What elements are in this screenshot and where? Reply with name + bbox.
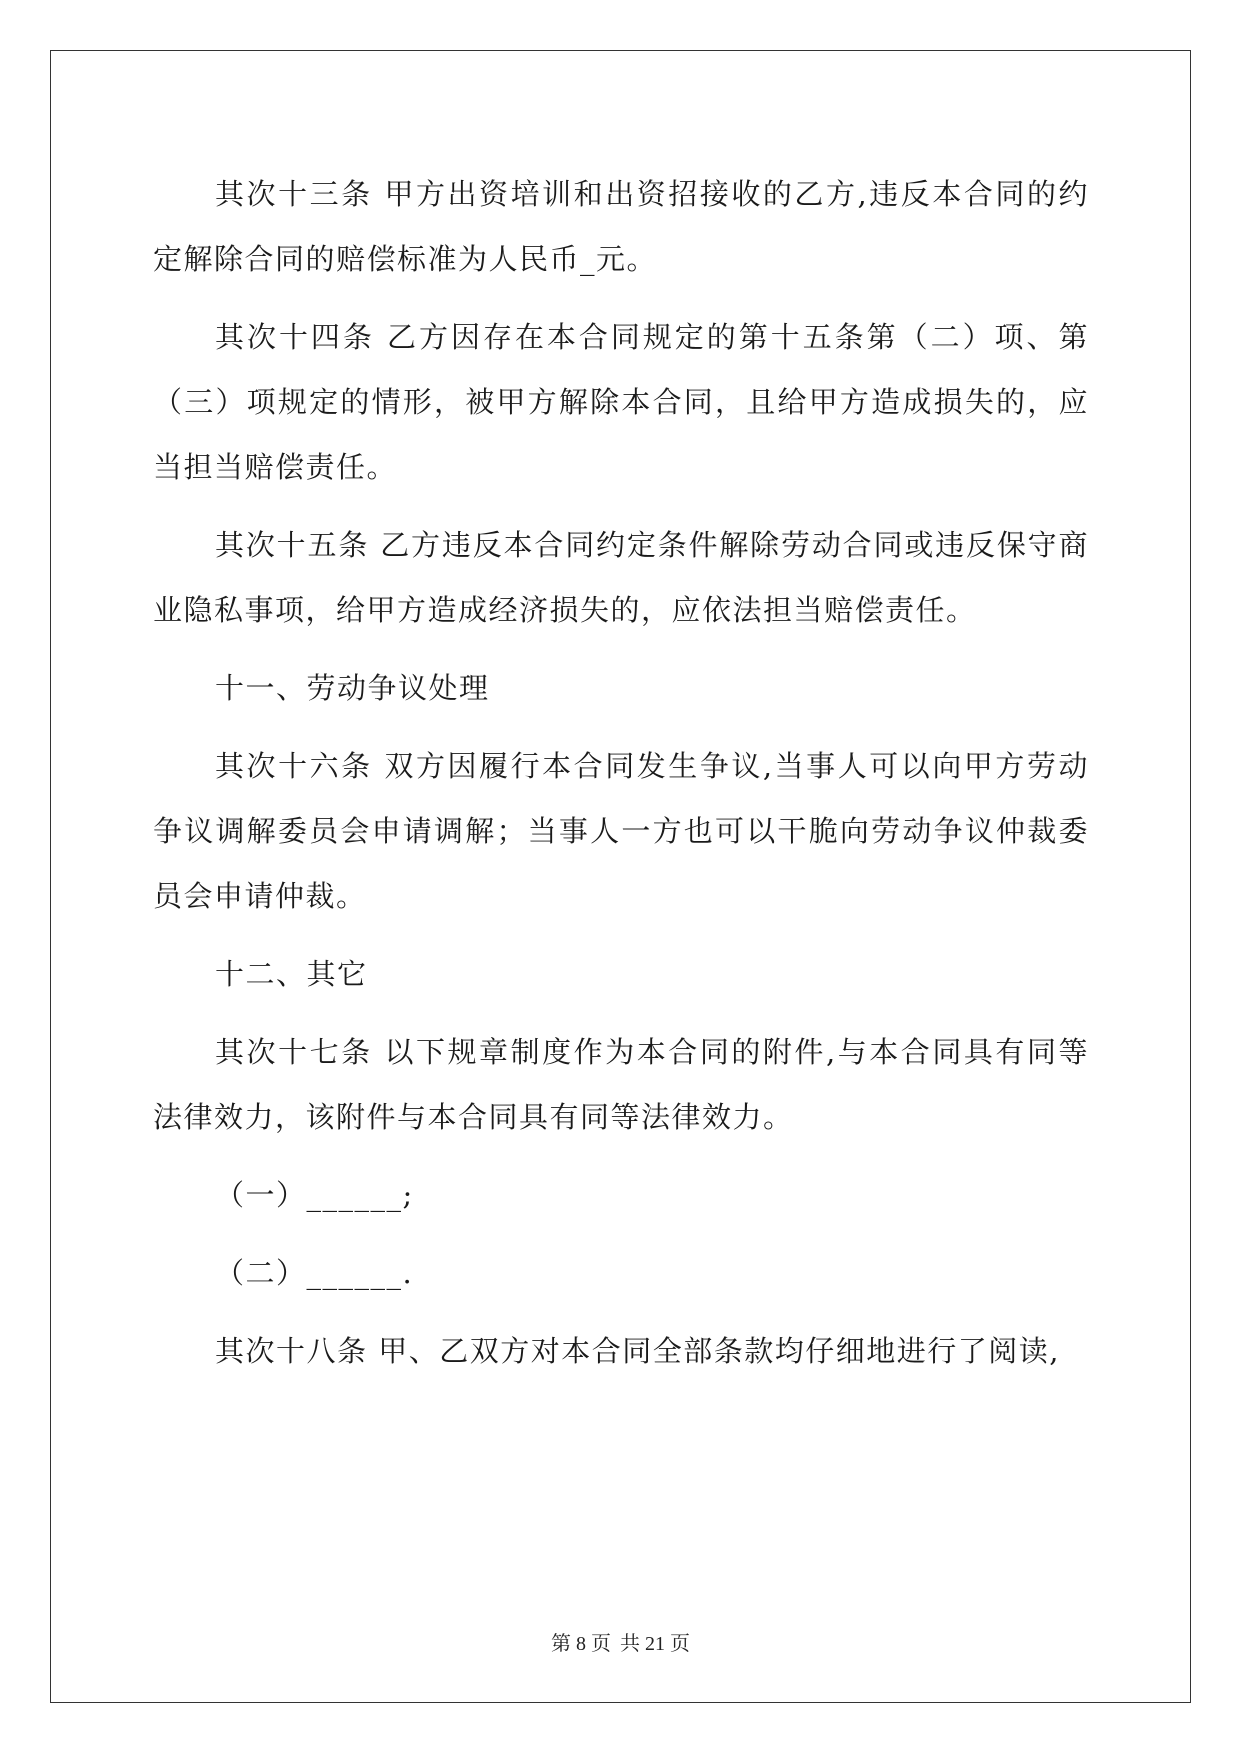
- attachment-item-1: （一）______;: [215, 1178, 414, 1212]
- page-total: 共 21 页: [620, 1633, 690, 1655]
- paragraph-article-17: 其次十七条 以下规章制度作为本合同的附件,与本合同具有同等法律效力，该附件与本合同具有同等法律效力。: [153, 1035, 1089, 1134]
- paragraph-article-13: 其次十三条 甲方出资培训和出资招接收的乙方,违反本合同的约定解除合同的赔偿标准为人民币_元。: [153, 177, 1089, 276]
- paragraph-article-18: 其次十八条 甲、乙双方对本合同全部条款均仔细地进行了阅读,: [215, 1334, 1060, 1368]
- paragraph-article-14: 其次十四条 乙方因存在本合同规定的第十五条第（二）项、第（三）项规定的情形，被甲方解除本合同，且给甲方造成损失的，应当担当赔偿责任。: [153, 320, 1089, 484]
- paragraph-article-16: 其次十六条 双方因履行本合同发生争议,当事人可以向甲方劳动争议调解委员会申请调解；当事人一方也可以干脆向劳动争议仲裁委员会申请仲裁。: [153, 749, 1089, 913]
- document-body: [153, 162, 1089, 1397]
- page-footer: [0, 1627, 1241, 1656]
- page-number: 第 8 页: [551, 1633, 611, 1655]
- attachment-item-2: （二）______.: [215, 1256, 414, 1290]
- section-heading-labor-dispute: 十一、劳动争议处理: [215, 671, 490, 705]
- section-heading-other: 十二、其它: [215, 957, 368, 991]
- paragraph-article-15: 其次十五条 乙方违反本合同约定条件解除劳动合同或违反保守商业隐私事项，给甲方造成经济损失的，应依法担当赔偿责任。: [153, 528, 1089, 627]
